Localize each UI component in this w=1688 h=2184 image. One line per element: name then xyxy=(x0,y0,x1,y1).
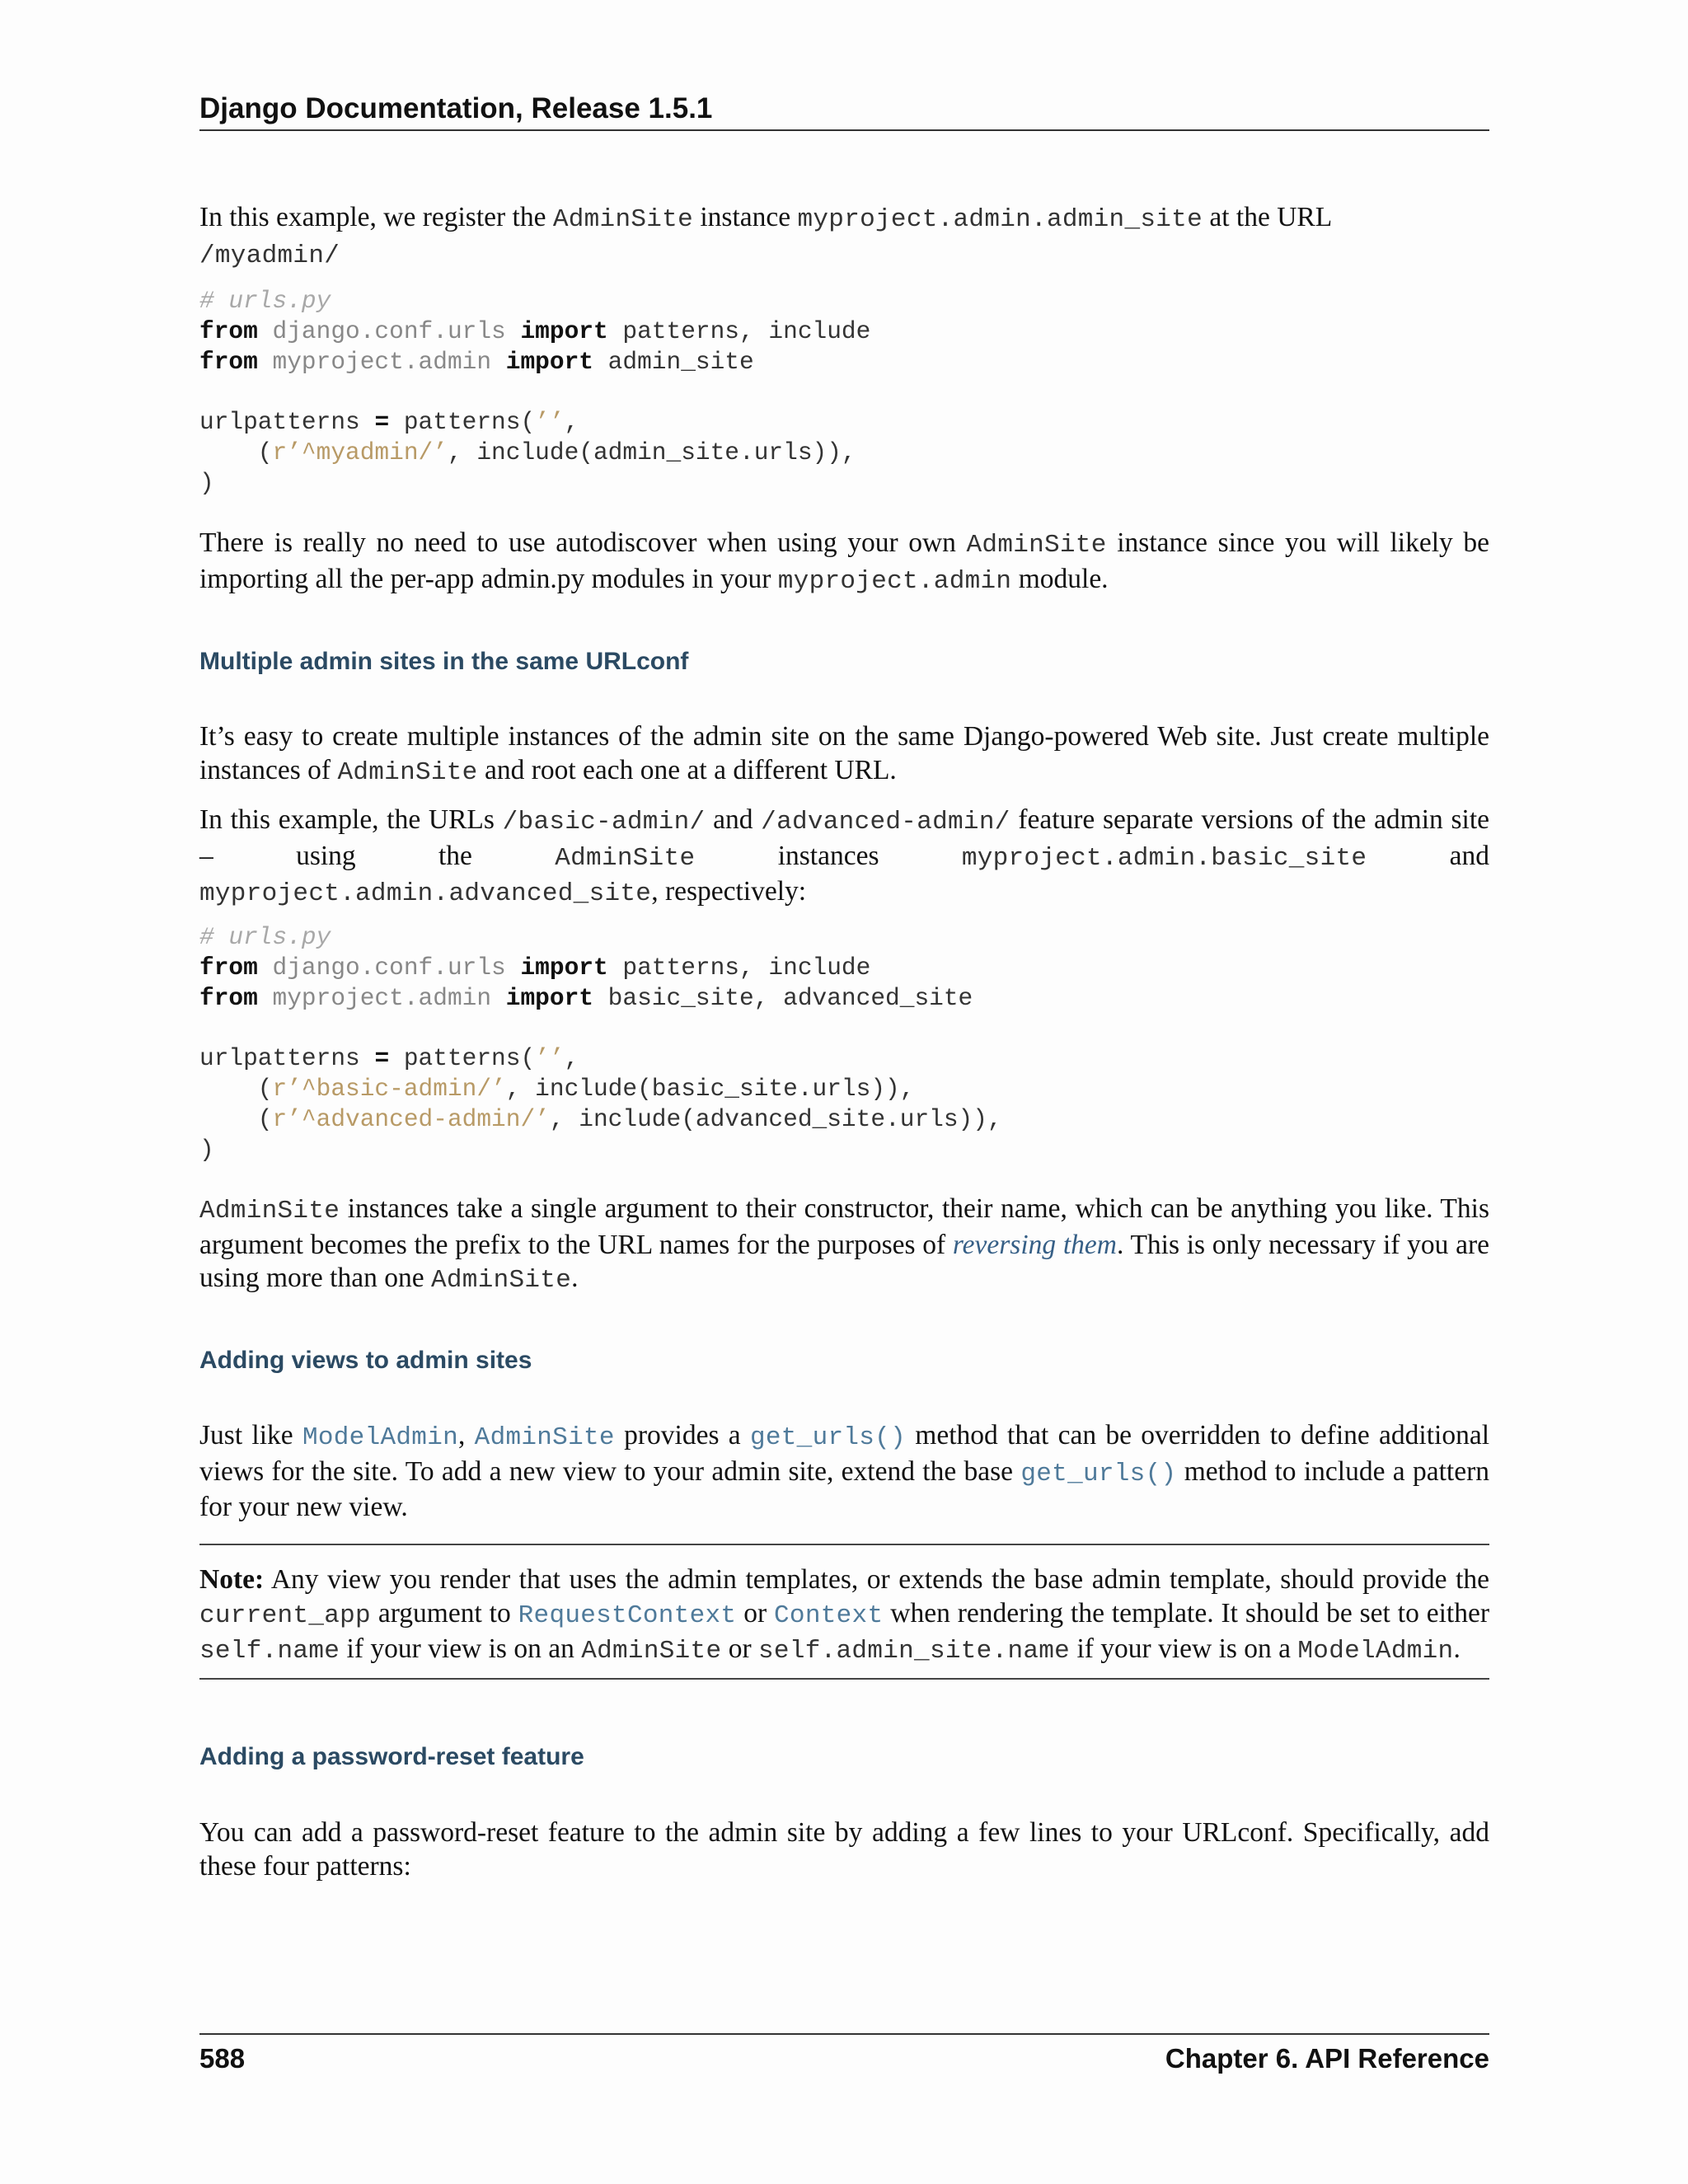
password-reset-paragraph-block xyxy=(199,1816,1489,1883)
inline-code: AdminSite xyxy=(430,1266,572,1295)
autodiscover-paragraph-block xyxy=(199,527,1489,598)
password-reset-paragraph: You can add a password-reset feature to the admin site by adding a few lines to your URLconf. Specifically, add these four patterns: xyxy=(199,1817,1489,1882)
adding-views-paragraph xyxy=(199,1419,1489,1525)
code-text: patterns, include xyxy=(607,953,871,982)
text-run: method to include a pattern for your new view. xyxy=(199,1455,1489,1522)
code-comment: # urls.py xyxy=(199,923,331,951)
code-string: ’’ xyxy=(535,1044,565,1073)
code-module: myproject.admin xyxy=(272,983,492,1012)
adminsite-link[interactable]: AdminSite xyxy=(474,1423,615,1452)
note-paragraph xyxy=(199,1563,1489,1669)
text-run: It’s easy to create multiple instances of the admin site on the same Django-powered Web site. Just create multiple instances of xyxy=(199,721,1489,785)
code-module: myproject.admin xyxy=(272,347,492,376)
text-run: , xyxy=(458,1420,475,1451)
code-keyword: from xyxy=(199,347,258,376)
inline-code: current_app xyxy=(199,1601,371,1630)
constructor-paragraph xyxy=(199,1193,1489,1298)
text-run: module. xyxy=(1011,563,1109,594)
section-heading-multiple-admin-sites: Multiple admin sites in the same URLconf xyxy=(199,648,689,675)
code-text: ( xyxy=(199,1074,273,1103)
text-run: at the URL xyxy=(1202,202,1333,232)
get-urls-link[interactable]: get_urls() xyxy=(1020,1459,1177,1488)
intro-paragraph-block xyxy=(199,201,1489,273)
inline-code: ModelAdmin xyxy=(1297,1637,1454,1666)
code-listing xyxy=(199,922,1489,1165)
code-text: admin_site xyxy=(593,347,754,376)
code-comment: # urls.py xyxy=(199,287,331,315)
code-text: , include(basic_site.urls)), xyxy=(505,1074,915,1103)
text-run: instance since you will likely be importing all the per-app admin.py modules in your xyxy=(199,527,1489,594)
text-run: Just like xyxy=(199,1420,302,1451)
inline-code: myproject.admin xyxy=(777,566,1012,596)
running-header-title: Django Documentation, Release 1.5.1 xyxy=(199,92,713,124)
text-run: Any view you render that uses the admin templates, or extends the base admin template, should provide the xyxy=(264,1564,1489,1595)
code-module: django.conf.urls xyxy=(272,316,506,345)
multiple-sites-paragraph-1 xyxy=(199,720,1489,790)
text-run: . This is only necessary if you are using more than one xyxy=(199,1229,1489,1293)
page-number: 588 xyxy=(199,2043,246,2074)
text-run: , respectively: xyxy=(651,876,807,907)
code-text: , xyxy=(564,1044,579,1073)
note-top-rule xyxy=(199,1544,1489,1545)
text-run: and root each one at a different URL. xyxy=(477,754,897,785)
code-operator: = xyxy=(374,1044,390,1073)
code-text: ( xyxy=(199,438,273,466)
text-run: . xyxy=(571,1263,579,1293)
text-run: or xyxy=(736,1597,775,1629)
text-run: feature separate versions of the admin site – using the xyxy=(199,804,1489,871)
code-text: patterns( xyxy=(389,408,536,437)
text-run: and xyxy=(1367,840,1489,871)
code-module: django.conf.urls xyxy=(272,953,506,982)
code-block-2 xyxy=(199,922,1489,1165)
code-text: patterns, include xyxy=(607,316,871,345)
text-run: instance xyxy=(692,202,798,232)
code-keyword: from xyxy=(199,983,258,1012)
text-run: There is really no need to use autodiscover when using your own xyxy=(199,527,967,558)
header-rule xyxy=(199,129,1489,131)
section-heading-adding-views: Adding views to admin sites xyxy=(199,1347,532,1374)
inline-code: myproject.admin.advanced_site xyxy=(199,879,652,908)
code-string: r’^advanced-admin/’ xyxy=(272,1104,550,1133)
inline-code: AdminSite xyxy=(966,531,1107,560)
footer-rule xyxy=(199,2033,1489,2035)
note-block xyxy=(199,1563,1489,1669)
intro-paragraph xyxy=(199,201,1489,273)
inline-code: AdminSite xyxy=(581,1637,722,1666)
code-block-1 xyxy=(199,286,1489,499)
constructor-paragraph-block xyxy=(199,1193,1489,1298)
inline-code: /basic-admin/ xyxy=(502,808,706,837)
code-keyword: from xyxy=(199,316,258,345)
text-run: if your view is on an xyxy=(340,1633,582,1664)
code-text: ( xyxy=(199,1104,273,1133)
code-keyword: import xyxy=(520,953,608,982)
text-run: In this example, the URLs xyxy=(199,804,503,835)
code-text: , include(admin_site.urls)), xyxy=(447,438,856,466)
text-run: if your view is on a xyxy=(1070,1633,1298,1664)
inline-code: myproject.admin.admin_site xyxy=(797,205,1203,234)
multiple-sites-paragraph-1-block xyxy=(199,720,1489,790)
note-bottom-rule xyxy=(199,1678,1489,1680)
text-run: when rendering the template. It should be set to either xyxy=(883,1597,1489,1629)
inline-code: self.name xyxy=(199,1637,340,1666)
text-run: or xyxy=(721,1633,759,1664)
multiple-sites-paragraph-2-block xyxy=(199,804,1489,912)
text-run: In this example, we register the xyxy=(199,202,553,232)
section-heading-password-reset: Adding a password-reset feature xyxy=(199,1743,584,1770)
text-run: . xyxy=(1453,1633,1461,1664)
multiple-sites-paragraph-2 xyxy=(199,804,1489,912)
code-text: ) xyxy=(199,1135,214,1164)
get-urls-link[interactable]: get_urls() xyxy=(749,1423,906,1452)
code-text: urlpatterns xyxy=(199,408,375,437)
inline-code: myproject.admin.basic_site xyxy=(961,843,1367,873)
code-operator: = xyxy=(374,408,390,437)
inline-code: AdminSite xyxy=(337,757,478,787)
inline-code: /myadmin/ xyxy=(199,241,340,270)
text-run: instances xyxy=(695,840,962,871)
code-keyword: import xyxy=(520,316,608,345)
inline-code: /advanced-admin/ xyxy=(761,808,1010,837)
inline-code: self.admin_site.name xyxy=(758,1637,1071,1666)
code-text: , xyxy=(564,408,579,437)
text-run: instances take a single argument to their constructor, their name, which can be anything you like. This argument becomes the prefix to the URL names for the purposes of xyxy=(199,1193,1489,1260)
code-string: ’’ xyxy=(535,408,565,437)
inline-code: AdminSite xyxy=(199,1197,340,1226)
adding-views-paragraph-block xyxy=(199,1419,1489,1525)
inline-code: AdminSite xyxy=(552,205,693,234)
requestcontext-link[interactable]: RequestContext xyxy=(518,1601,737,1630)
reversing-them-link[interactable]: reversing them xyxy=(952,1229,1117,1260)
code-text: urlpatterns xyxy=(199,1044,375,1073)
code-text: ) xyxy=(199,468,214,497)
text-run: method that can be overridden to define additional views for the site. To add a new view to your admin site, extend the base xyxy=(199,1420,1490,1487)
modeladmin-link[interactable]: ModelAdmin xyxy=(302,1423,458,1452)
autodiscover-paragraph xyxy=(199,527,1489,598)
code-keyword: import xyxy=(505,983,593,1012)
code-listing xyxy=(199,286,1489,499)
chapter-title: Chapter 6. API Reference xyxy=(1165,2043,1489,2074)
text-run: argument to xyxy=(370,1597,518,1629)
code-string: r’^basic-admin/’ xyxy=(272,1074,506,1103)
text-run: and xyxy=(705,804,762,835)
inline-code: AdminSite xyxy=(555,843,696,873)
code-string: r’^myadmin/’ xyxy=(272,438,448,466)
note-label: Note: xyxy=(199,1564,265,1595)
code-text: patterns( xyxy=(389,1044,536,1073)
text-run: provides a xyxy=(614,1420,750,1451)
code-keyword: import xyxy=(505,347,593,376)
code-keyword: from xyxy=(199,953,258,982)
code-text: basic_site, advanced_site xyxy=(593,983,973,1012)
code-text: , include(advanced_site.urls)), xyxy=(549,1104,1002,1133)
context-link[interactable]: Context xyxy=(774,1601,884,1630)
